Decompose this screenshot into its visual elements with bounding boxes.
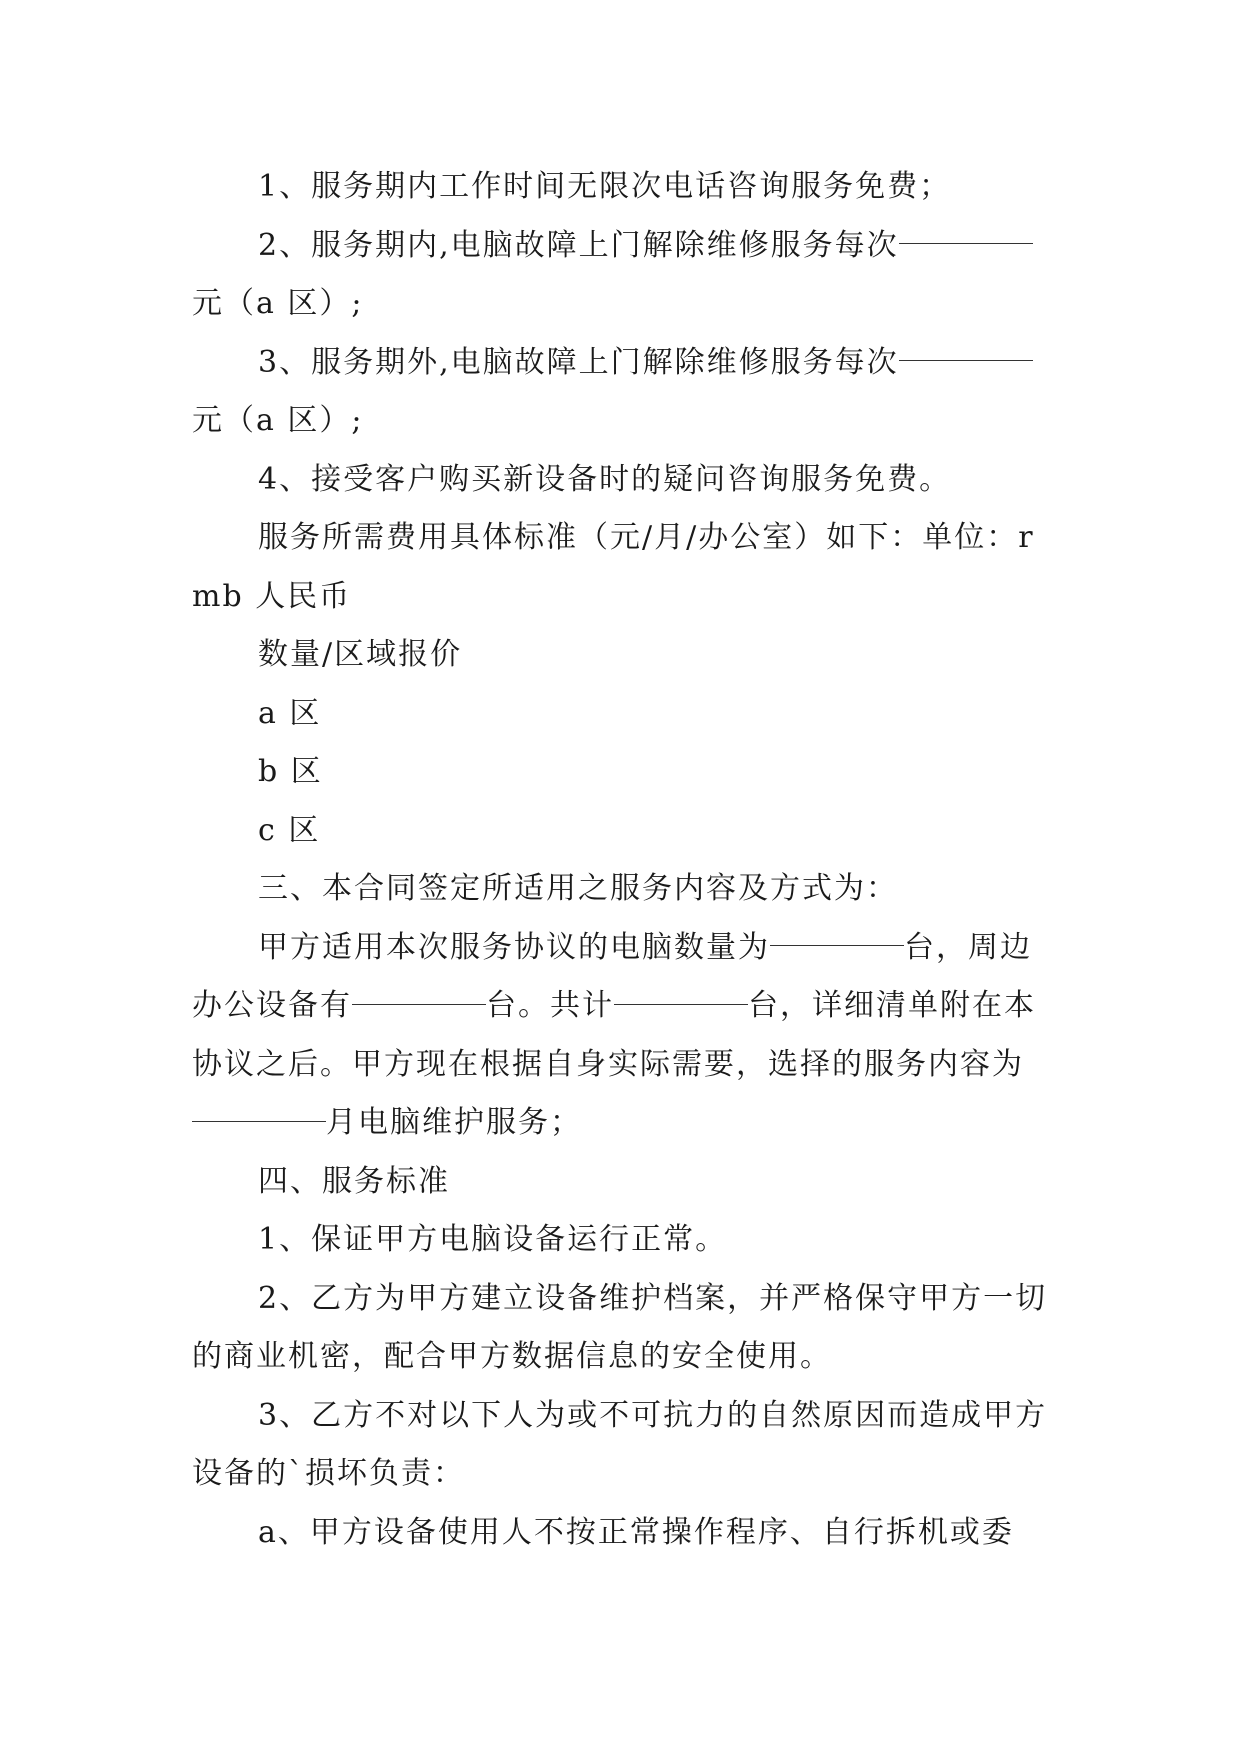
clause-text: 服务所需费用具体标准（元/月/办公室）如下：单位：rmb 人民币: [192, 520, 1035, 614]
clause-text: 台，周边办公设备有: [192, 929, 1032, 1023]
section-heading: 四、服务标准: [258, 1163, 450, 1199]
fill-blank[interactable]: [770, 945, 904, 946]
clause-out-period-repair-fee: [192, 334, 1052, 451]
section-three-heading: [192, 860, 1052, 919]
standard-item-1: [192, 1211, 1052, 1270]
clause-text: 台。共计: [486, 988, 614, 1023]
clause-text: 元（a 区）;: [192, 286, 364, 321]
clause-text: 4、接受客户购买新设备时的疑问咨询服务免费。: [258, 461, 952, 497]
clause-new-device-consult: [192, 451, 1052, 510]
document-body: [192, 158, 1052, 1562]
clause-text: 数量/区域报价: [258, 637, 463, 672]
section-four-heading: [192, 1153, 1052, 1212]
clause-in-period-repair-fee: [192, 217, 1052, 334]
zone-a: [192, 685, 1052, 744]
clause-text: 台，详细清单附在本协议之后。甲方现在根据自身实际需要，选择的服务内容为: [192, 988, 1036, 1082]
clause-text: 甲方适用本次服务协议的电脑数量为: [258, 929, 770, 965]
fill-blank[interactable]: [192, 1121, 326, 1122]
clause-text: 月电脑维护服务；: [326, 1105, 582, 1140]
fill-blank[interactable]: [614, 1004, 748, 1005]
clause-text: 2、服务期内,电脑故障上门解除维修服务每次: [258, 227, 899, 263]
fill-blank[interactable]: [899, 360, 1033, 361]
clause-text: 2、乙方为甲方建立设备维护档案，并严格保守甲方一切的商业机密，配合甲方数据信息的安全使用。: [192, 1280, 1048, 1374]
exclusion-item-a: [192, 1504, 1052, 1563]
clause-text: 3、乙方不对以下人为或不可抗力的自然原因而造成甲方设备的`损坏负责：: [192, 1397, 1048, 1491]
fee-standard-intro: [192, 509, 1052, 626]
clause-text: b 区: [258, 754, 323, 789]
service-scope-paragraph: [192, 919, 1052, 1153]
zone-c: [192, 802, 1052, 861]
section-heading: 三、本合同签定所适用之服务内容及方式为：: [258, 871, 898, 906]
zone-b: [192, 743, 1052, 802]
quote-table-header: [192, 626, 1052, 685]
clause-text: 1、服务期内工作时间无限次电话咨询服务免费；: [258, 169, 952, 204]
fill-blank[interactable]: [899, 243, 1033, 244]
clause-text: 3、服务期外,电脑故障上门解除维修服务每次: [258, 344, 899, 380]
clause-text: 元（a 区）;: [192, 403, 364, 438]
standard-item-2: [192, 1270, 1052, 1387]
fill-blank[interactable]: [352, 1004, 486, 1005]
standard-item-3: [192, 1387, 1052, 1504]
clause-text: a 区: [258, 695, 322, 731]
clause-phone-consult: [192, 158, 1052, 217]
clause-text: a、甲方设备使用人不按正常操作程序、自行拆机或委: [258, 1514, 1014, 1550]
clause-text: 1、保证甲方电脑设备运行正常。: [258, 1222, 728, 1257]
clause-text: c 区: [258, 812, 321, 848]
